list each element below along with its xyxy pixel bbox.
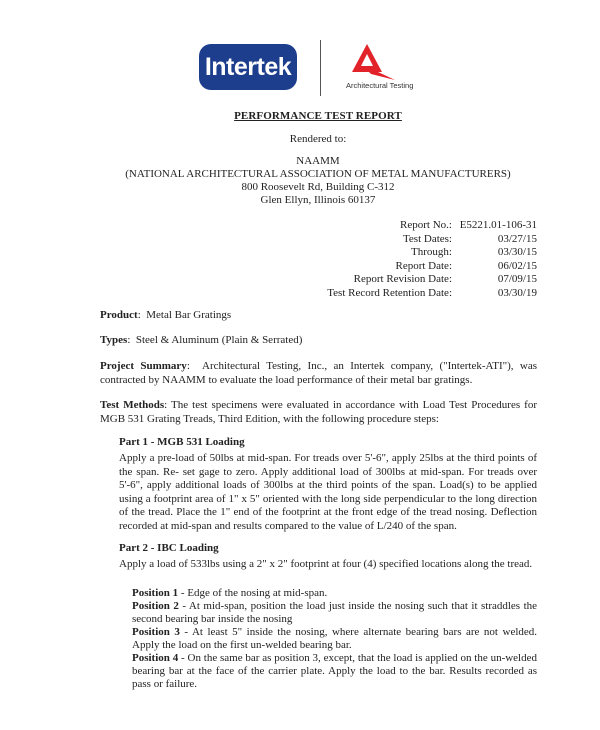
project-summary: Project Summary: Architectural Testing, Inc., an Intertek company, ("Intertek-ATI"), was contracted by NAAMM to evaluate the load performance of their metal bar gratings. — [100, 360, 537, 386]
position-1-text: - Edge of the nosing at mid-span. — [180, 587, 328, 599]
methods-label: Test Methods — [100, 399, 165, 411]
retention-date-label: Test Record Retention Date: — [327, 286, 452, 299]
position-3-text: - At least 5" inside the nosing, where alternate bearing bars are not welded. Apply the load on the first un-welded bearing bar. — [132, 626, 538, 651]
position-4-text: - On the same bar as position 3, except, that the load is applied on the un-welded bearing bar at the face of the carrier plate. Apply the load to the bar. Results recorded as pass or failure. — [132, 652, 537, 690]
client-name: NAAMM — [296, 155, 340, 167]
client-street: 800 Roosevelt Rd, Building C-312 — [241, 181, 395, 193]
part1-heading: Part 1 - MGB 531 Loading — [119, 436, 245, 448]
retention-date-value: 03/30/19 — [497, 286, 537, 299]
part2-heading: Part 2 - IBC Loading — [119, 542, 219, 554]
position-4-label: Position 4 — [132, 652, 179, 664]
report-no-value: E5221.01-106-31 — [459, 219, 537, 231]
report-date-value: 06/02/15 — [497, 259, 537, 272]
position-3-label: Position 3 — [132, 626, 180, 638]
types-line: Types: Steel & Aluminum (Plain & Serrated) — [100, 334, 303, 346]
architectural-testing-logo-text: Architectural Testing — [346, 81, 414, 90]
test-methods: Test Methods: The test specimens were evaluated in accordance with Load Test Procedures for MGB 531 Grating Treads, Third Edition, with the following procedure steps: — [100, 399, 537, 425]
position-2 — [132, 600, 537, 626]
intertek-logo-text: Intertek — [204, 52, 292, 81]
position-3 — [132, 626, 537, 652]
rendered-to-label: Rendered to: — [289, 133, 347, 145]
report-info-labels — [327, 219, 452, 300]
part2-text: Apply a load of 533lbs using a 2" x 2" footprint at four (4) specified locations along the tread. — [119, 558, 533, 570]
intertek-logo — [199, 44, 297, 90]
position-4 — [132, 652, 537, 691]
types-label: Types — [100, 334, 128, 346]
report-title: PERFORMANCE TEST REPORT — [234, 110, 402, 122]
methods-text: The test specimens were evaluated in accordance with Load Test Procedures for MGB 531 Grating Treads, Third Edition, with the following procedure steps: — [100, 399, 537, 425]
revision-date-value: 07/09/15 — [497, 273, 537, 285]
architectural-testing-logo-icon — [345, 42, 397, 82]
report-no-label: Report No.: — [400, 219, 452, 231]
position-1 — [132, 587, 537, 600]
through-label: Through: — [411, 246, 452, 258]
product-label: Product — [100, 309, 138, 321]
types-text: Steel & Aluminum (Plain & Serrated) — [135, 334, 303, 346]
product-text: Metal Bar Gratings — [146, 309, 232, 321]
client-full-name: (NATIONAL ARCHITECTURAL ASSOCIATION OF METAL MANUFACTURERS) — [125, 168, 511, 180]
report-info-values — [460, 219, 537, 300]
logo-divider — [320, 40, 321, 96]
test-dates-label: Test Dates: — [402, 232, 452, 245]
through-value: 03/30/15 — [497, 246, 537, 258]
summary-text: Architectural Testing, Inc., an Intertek company, ("Intertek-ATI"), was contracted by NAAMM to evaluate the load performance of their metal bar gratings. — [100, 360, 537, 386]
summary-label: Project Summary — [100, 360, 187, 372]
product-line: Product: Metal Bar Gratings — [100, 309, 232, 321]
position-1-label: Position 1 — [132, 587, 179, 599]
revision-date-label: Report Revision Date: — [353, 273, 452, 285]
client-city: Glen Ellyn, Illinois 60137 — [260, 194, 376, 206]
part1-text: Apply a pre-load of 50lbs at mid-span. For treads over 5'-6", apply 25lbs at the third points of the span. Re- set gage to zero. Apply additional load of 300lbs at mid-span. For treads over 5'-6", apply additional loads of 300lbs at the third points of the span. Load(s) to be applied using a footprint area of 1" x 5" oriented with the long side perpendicular to the long direction of the tread. Place the 1" end of the footprint at the front edge of the tread nosing. Deflection recorded at mid-span and results compared to the value of L/240 of the span. — [119, 452, 537, 532]
report-date-label: Report Date: — [395, 259, 452, 272]
position-2-text: - At mid-span, position the load just inside the nosing such that it straddles the second bearing bar inside the nosing — [132, 600, 538, 625]
test-dates-value: 03/27/15 — [497, 232, 537, 245]
position-2-label: Position 2 — [132, 600, 179, 612]
